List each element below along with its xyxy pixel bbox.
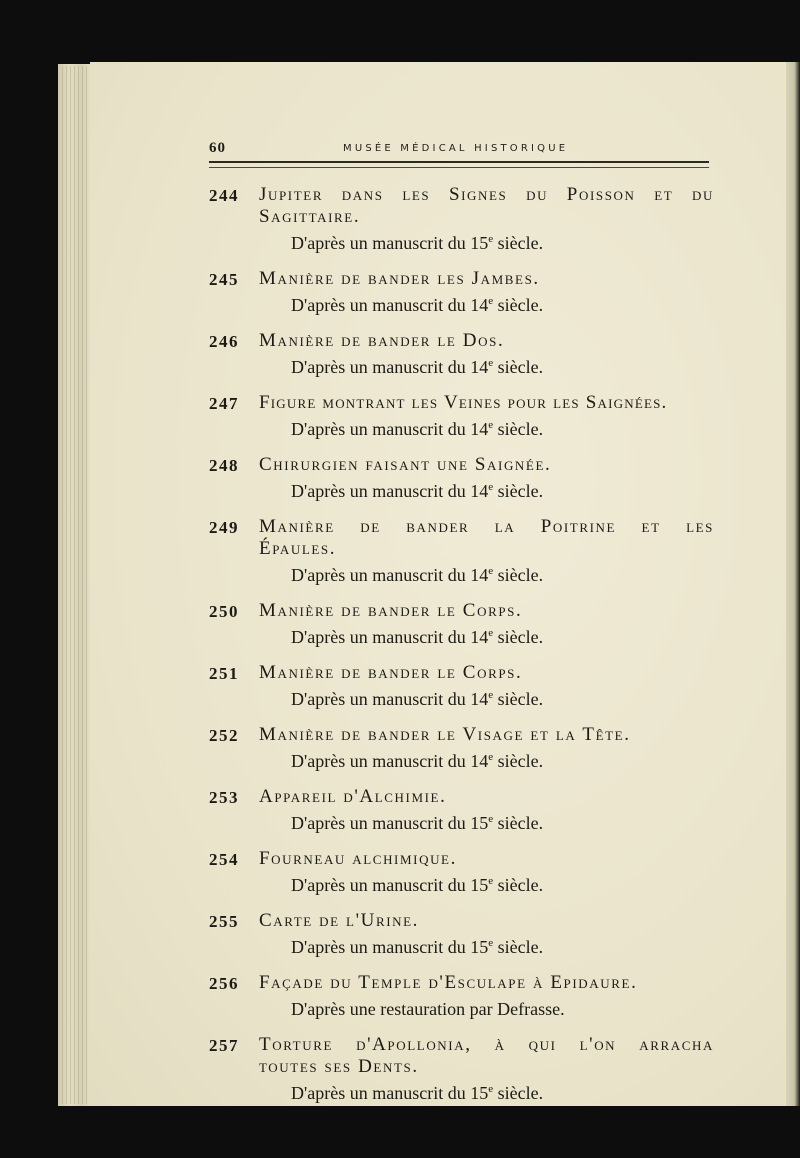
entry-number: 254 [209, 850, 239, 869]
entry-source-end: siècle. [493, 295, 544, 315]
entry-title: Appareil d'Alchimie. [259, 786, 447, 807]
entry-source-text: D'après un manuscrit du 14 [291, 689, 489, 709]
entry-number: 251 [209, 664, 239, 683]
entry-title-line: Torture d'Apollonia, à qui l'on arracha [259, 1034, 714, 1055]
header-rule-thick [209, 161, 709, 163]
entry-title-line: Épaules. [259, 538, 337, 559]
catalogue-entries [209, 184, 714, 1118]
page-number: 60 [209, 140, 226, 156]
entry-source [291, 812, 714, 834]
book-page-right-edge [786, 62, 800, 1106]
catalogue-entry [209, 848, 714, 896]
catalogue-entry [209, 1034, 714, 1104]
entry-source-text: D'après un manuscrit du 14 [291, 357, 489, 377]
entry-title: Façade du Temple d'Esculape à Epidaure. [259, 972, 638, 993]
entry-source-text: D'après un manuscrit du 14 [291, 565, 489, 585]
entry-source-text: D'après un manuscrit du 14 [291, 627, 489, 647]
entry-source-text: D'après un manuscrit du 15 [291, 233, 489, 253]
entry-source-text: D'après une restauration par Defrasse. [291, 999, 565, 1019]
entry-source-text: D'après un manuscrit du 15 [291, 1083, 489, 1103]
entry-source-text: D'après un manuscrit du 14 [291, 481, 489, 501]
entry-source-sup: e [488, 813, 494, 825]
entry-number: 247 [209, 394, 239, 413]
entry-source [291, 1082, 714, 1104]
catalogue-entry [209, 454, 714, 502]
entry-source-end: siècle. [493, 813, 544, 833]
catalogue-entry [209, 910, 714, 958]
entry-title: Chirurgien faisant une Saignée. [259, 454, 552, 475]
entry-source [291, 936, 714, 958]
entry-source-sup: e [488, 875, 494, 887]
catalogue-entry [209, 972, 714, 1020]
entry-source-text: D'après un manuscrit du 14 [291, 295, 489, 315]
header-rule-thin [209, 167, 709, 168]
entry-title-line: Jupiter dans les Signes du Poisson et du [259, 184, 714, 205]
entry-source-end: siècle. [493, 937, 544, 957]
entry-number: 256 [209, 974, 239, 993]
entry-title: Manière de bander le Visage et la Tête. [259, 724, 631, 745]
entry-title: Fourneau alchimique. [259, 848, 457, 869]
entry-source-sup: e [488, 627, 494, 639]
entry-title: Figure montrant les Veines pour les Saignées. [259, 392, 668, 413]
catalogue-entry [209, 330, 714, 378]
entry-source-sup: e [488, 295, 494, 307]
entry-source-end: siècle. [493, 481, 544, 501]
entry-source [291, 688, 714, 710]
entry-title: Manière de bander les Jambes. [259, 268, 540, 289]
entry-source-end: siècle. [493, 565, 544, 585]
catalogue-entry [209, 600, 714, 648]
entry-source [291, 356, 714, 378]
entry-source-sup: e [488, 937, 494, 949]
entry-title-line: Sagittaire. [259, 206, 361, 227]
entry-source-text: D'après un manuscrit du 14 [291, 419, 489, 439]
entry-source-end: siècle. [493, 689, 544, 709]
entry-source-text: D'après un manuscrit du 15 [291, 937, 489, 957]
entry-title [259, 1034, 714, 1078]
entry-source-end: siècle. [493, 419, 544, 439]
entry-source-sup: e [488, 565, 494, 577]
entry-number: 255 [209, 912, 239, 931]
page-header [209, 140, 709, 162]
entry-source-end: siècle. [493, 357, 544, 377]
entry-source-sup: e [488, 1083, 494, 1095]
entry-title: Manière de bander le Corps. [259, 600, 523, 621]
catalogue-entry [209, 516, 714, 586]
entry-source-end: siècle. [493, 1083, 544, 1103]
entry-source [291, 564, 714, 586]
catalogue-entry [209, 786, 714, 834]
entry-source [291, 874, 714, 896]
entry-source [291, 750, 714, 772]
catalogue-entry [209, 184, 714, 254]
entry-source [291, 418, 714, 440]
entry-number: 253 [209, 788, 239, 807]
entry-title: Carte de l'Urine. [259, 910, 420, 931]
entry-number: 250 [209, 602, 239, 621]
entry-source [291, 294, 714, 316]
entry-source [291, 232, 714, 254]
entry-source-text: D'après un manuscrit du 15 [291, 875, 489, 895]
entry-source [291, 626, 714, 648]
entry-title: Manière de bander le Corps. [259, 662, 523, 683]
running-title: MUSÉE MÉDICAL HISTORIQUE [343, 143, 569, 154]
entry-title [259, 516, 714, 560]
catalogue-entry [209, 268, 714, 316]
catalogue-entry [209, 724, 714, 772]
entry-source-sup: e [488, 751, 494, 763]
entry-source [291, 998, 714, 1020]
entry-source-sup: e [488, 233, 494, 245]
entry-number: 252 [209, 726, 239, 745]
entry-title-line: toutes ses Dents. [259, 1056, 419, 1077]
entry-title [259, 184, 714, 228]
entry-source-sup: e [488, 481, 494, 493]
entry-title-line: Manière de bander la Poitrine et les [259, 516, 714, 537]
entry-source-end: siècle. [493, 627, 544, 647]
catalogue-entry [209, 662, 714, 710]
entry-number: 244 [209, 186, 239, 205]
entry-source-text: D'après un manuscrit du 14 [291, 751, 489, 771]
entry-source-text: D'après un manuscrit du 15 [291, 813, 489, 833]
entry-source [291, 480, 714, 502]
entry-number: 246 [209, 332, 239, 351]
entry-title: Manière de bander le Dos. [259, 330, 505, 351]
entry-number: 245 [209, 270, 239, 289]
entry-source-sup: e [488, 689, 494, 701]
entry-source-end: siècle. [493, 751, 544, 771]
entry-source-end: siècle. [493, 233, 544, 253]
entry-number: 248 [209, 456, 239, 475]
entry-source-sup: e [488, 419, 494, 431]
entry-number: 257 [209, 1036, 239, 1055]
catalogue-entry [209, 392, 714, 440]
entry-source-end: siècle. [493, 875, 544, 895]
entry-source-sup: e [488, 357, 494, 369]
book-page-edge-lines [62, 66, 88, 1104]
entry-number: 249 [209, 518, 239, 537]
